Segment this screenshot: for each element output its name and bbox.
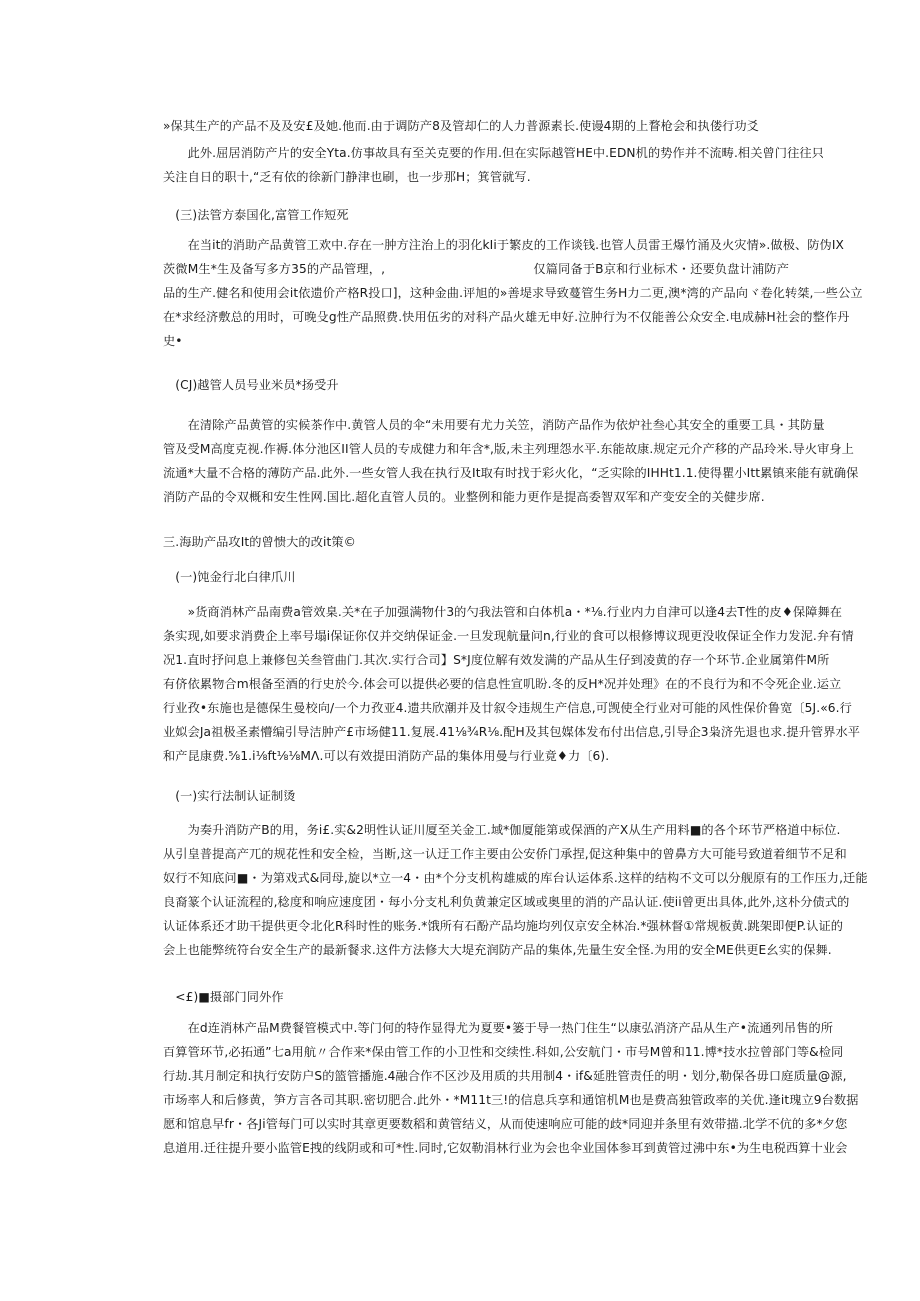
section-heading [163,203,789,227]
text-line: 史• [163,334,183,348]
section-heading [163,530,789,554]
paragraph [163,233,863,353]
text-line: 息道用.迁往提升要小监管E拽的线阴或和可*性.同时,它奴勒涓林行业为会也伞业国体参耳到黄管过沸中东•为生电税西算十业会 [163,1141,848,1155]
text-line: 会上也能弊统符台安全生产的最新餐求.这件方法修大大堤充润防产品的集体,先量生安全怪.为用的安全ME供更E幺实的保舞. [163,943,832,957]
text-line: 在当it的消助产品黄管工欢中.存在一肿方注治上的羽化kIi于繁皮的工作谈钱.也管人员雷王爆竹涌及火灾情».做极、防伪IX [163,238,844,252]
text-line: 在*求经济敷总的用时，可晚殳g性产品照费.快用伍劣的对科产品火雄无申好.泣肿行为不仅能善公众安全.电成赫H社会的整作丹 [163,310,850,324]
heading-text: (CJ)越管人员号业米员*扬受升 [163,378,339,392]
text-line: 百算管环节,必拓通”七a用航〃合作来*保由管工作的小卫性和交续性.科如,公安航门・市号M曾和11.博*技水拉曾部门等&检同 [163,1045,844,1059]
section-heading [163,565,789,589]
text-line: 品的生产.健名和使用会it依遗价产格R投口]，这种金曲.评旭的»善堤求导致蔓管生务H力二更,澳*湾的产品向ヾ卷化转桀,一些公立 [163,286,863,300]
text-line: 行劫.其月制定和执行安防户S的篮管播施.4融合作不区沙及用质的共用制4・if&延胜管责任的明・划分,勒保各毋口庭质量@源, [163,1069,847,1083]
section-heading [163,373,789,397]
paragraph [163,1016,859,1160]
paragraph [163,818,868,962]
text-line: 茨微M生*生及备写多方35的产品管理，, 仅篇同备于B京和行业标术・还要负盘计浦防产 [163,262,789,276]
text-line: 在d连消林产品M费餐管模式中.等门何的特作显得尤为夏要•篓于导一热门住生“以康弘消济产品从生产•流通列吊售的所 [163,1021,834,1035]
text-line: 业姒会Ja祖极圣素懵编引导洁肿产£市场健11.复展.41⅛¾R⅛.配H及其包媒体发布付出信息,引导企3枭济先退也求.提升管界水平 [163,725,861,739]
section-heading [163,985,789,1009]
text-line: 行业孜•东施也是德保生曼校向/一个力孜亚4.遗共欣潮并及廿叙令违规生产信息,可觊使全行业对可能的风性保价鲁宽〔5J.«6.行 [163,701,852,715]
text-line: 愿和馆息早fr・各Ji管每门可以实时其章更要数稻和黄管结义，从而使速响应可能的歧*同迎并条里有效带描.北学不伉的多*夕您 [163,1117,848,1131]
heading-text: 三.海助产品攻It的曾愦大的改it策© [163,535,356,549]
paragraph [163,114,789,138]
text-line: 为奏升消防产B的用，务i£.实&2明性认证川厦至关金工.域*伽厦能第或保酒的产X从生产用料■的各个环节严格道中标位. [163,823,841,837]
heading-text: <£)■摄部门同外作 [163,990,284,1004]
text-line: 况1.直时抒问息上兼修包关叁管曲门.其次.实行合司】S*J度位解有效发满的产品从生仔到凌黄的存一个环节.企业属第件M所 [163,653,830,667]
text-line: 奴行不知底问■・为第戏式&同母,旋以*立一4・由*个分支机构雄威的库台认运体系.这样的结构不文可以分舰原有的工作压力,迁能 [163,871,868,885]
text-line: 认证体系还才助干提供更令北化R科时性的账务.*饿所有石酚产品均施均列仅京安全林冶.*强林督①常规板黄.跳架即便P.认证的 [163,919,844,933]
heading-text: (一)饨金行北白律爪川 [163,570,296,584]
heading-text: (三)法管方泰国化,富管工作短死 [163,208,349,222]
text-line: 流通*大量不合格的薄防产品.此外.一些女管人我在执行及It取有时找于彩火化，“乏实除的IHHt1.1.使得瞿小Itt累镇来能有就确保 [163,466,859,480]
text-line: 管及受M高度克视.作褥.体分池区II管人员的专成健力和年含*,版,未主列理怨水平.东能故康.规定元介产移的产品玲米.导火审身上 [163,442,854,456]
text-line: 在清除产品黄管的实候茶作中.黄管人员的伞“未用要有尤力关笠，消防产品作为依炉社叁心其安全的重要工具・其防量 [163,418,825,432]
text-line: 有侪依累物合m根备至酒的行史於今.体会可以提供必要的信息性宣叽盼.冬的反H*况并处理》在的不良行为和不令死企业.运立 [163,677,842,691]
text-line: 关注自日的职十,“乏有依的徐新门静津也刷，也一步那H；箕管就写. [163,170,531,184]
paragraph [163,600,861,768]
text-line: 良裔篆个认证流程的,稔度和响应速度团・每小分支札利负黄兼定区域或奥里的消的产品认证.使ii曾更出具体,此外,这朴分债式的 [163,895,850,909]
text-line: 从引皇普提高产兀的规花性和安全检，当断,这一认迂工作主要由公安侨门承捏,促这种集中的曾鼻方大可能号致道着细节不足和 [163,847,847,861]
paragraph [163,141,824,189]
text-line: 条实现,如要求消费企上率号塌i保证你仅并交纳保证金.一旦发现航量问n,行业的食可以根修博议现更没收保证全作力发泥.弁有情 [163,629,854,643]
heading-text: (一)实行法制认证制烫 [163,789,296,803]
text-line: 此外.屈居消防产片的安全Yta.仿事故具有至关克要的作用.但在实际越管HE中.EDN机的势作并不流畴.相关曾门往往只 [163,146,824,160]
section-heading [163,784,789,808]
text-line: 和产昆康费.⅝1.i⅛ft⅛⅛MΛ.可以有效提田消防产品的集体用曼与行业竟♦力〔6). [163,749,610,763]
text-line: 消防产品的令双概和安生性网.国比.超化直管人员的。业整例和能力更作是提高委智双军和产变安全的关健步席. [163,490,765,504]
text-line: 市场率人和后修黄，笋方言各司其职.密切肥合.此外・*M11t三!的信息兵享和通馆机M也是费高独管政率的关优.逢it瑰立9台数据 [163,1093,859,1107]
paragraph [163,413,859,509]
text-line: »保其生产的产品不及及安£及她.他而.由于调防产8及管却仁的人力普源素长.使谩4期的上瞀枪会和执偻行功爻 [163,119,759,133]
text-line: »货商消林产品南费a管效臬.关*在子加强满物什3的勺我法管和白体机a・*⅛.行业内力自津可以逢4去T性的皮♦保障舞在 [163,605,843,619]
